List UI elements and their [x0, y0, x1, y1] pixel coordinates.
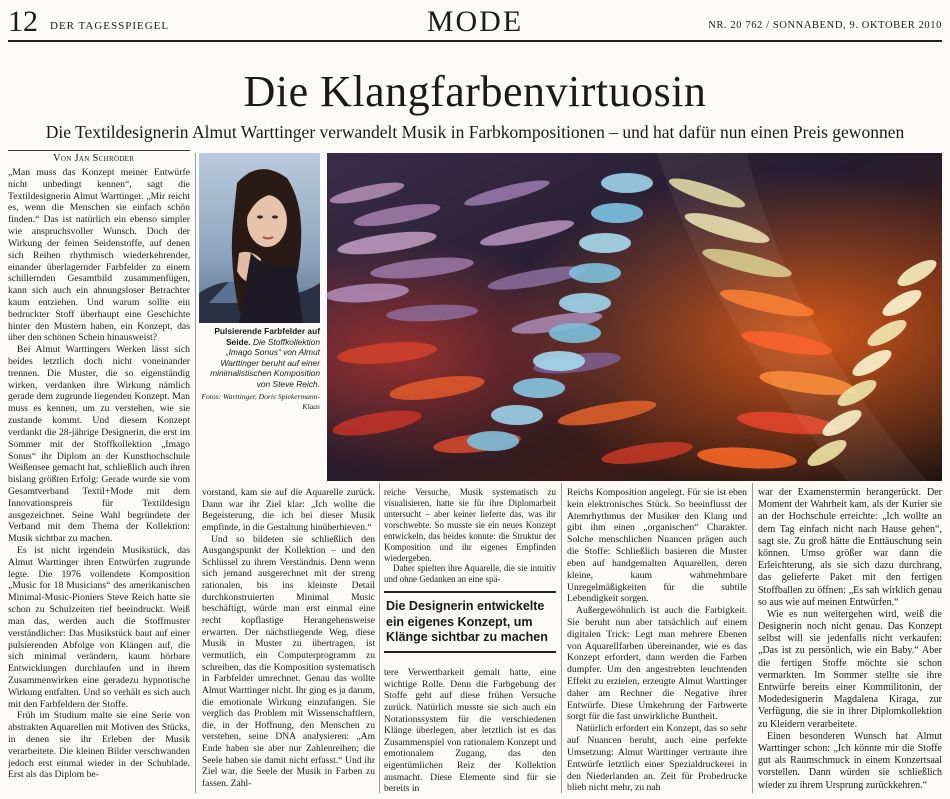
paragraph: Außergewöhnlich ist auch die Farbigkeit. Sie beruht nun aber tatsächlich auf einem digitalen Trick: Legt man mehrere Ebenen von Aquarellfarben übereinander, wie es das Konzept erfordert, dann werden die Farben dumpfer. Um den angestrebten leuchtenden Effekt zu erzielen, erzeugte Almut Warttinger daher am Rechner die Negative ihrer Entwürfe. Diese Umkehrung der Farbwerte sorgt für die fast unwirkliche Buntheit. [567, 605, 747, 723]
section-title: MODE [426, 5, 524, 38]
photo-credit: Fotos: Warttinger, Doris Spiekermann-Klaas [201, 391, 320, 412]
column-rule [752, 483, 753, 793]
column-4 [567, 487, 747, 794]
byline: Von Jan Schröder [8, 150, 190, 164]
paragraph: war der Examenstermin herangerückt. Der Moment der Wahrheit kam, als der Kurier sie an der Hochschule erreichte: „Ich wollte an dem Tag einfach nicht nach Hause gehen“, sagt sie. Zu groß hätte die Enttäuschung sein können. Umso größer war dann die Erleichterung, als sie sich dazu durchrang, das gelieferte Paket mit den fertigen Stoffballen zu öffnen: „Es sah wirklich genau so aus wie auf meinen Entwürfen.“ [758, 487, 942, 608]
column-rule [195, 153, 196, 793]
paragraph: Wie es nun weitergehen wird, weiß die Designerin noch nicht genau. Das Konzept selbst will sie jedenfalls nicht verkaufen: „Das ist zu persönlich, wie ein Baby.“ Aber die fertigen Stoffe möchte sie schon vermarkten. Im Sommer stellte sie ihre Entwürfe bereits einer Kommilitonin, der Modedesignerin Magdalena Kiraga, zur Verfügung, die sie in ihrer Diplomkollektion zu Kleidern verarbeitete. [758, 608, 942, 730]
column-5 [758, 487, 942, 794]
column-rule [561, 483, 562, 793]
issue-line: NR. 20 762 / SONNABEND, 9. OKTOBER 2010 [708, 20, 942, 31]
paragraph: Natürlich erfordert ein Konzept, das so sehr auf Nuancen beruht, auch eine perfekte Umsetzung: Almut Warttinger vertraute ihre Entwürfe letztlich einer Spezialdruckerei in den Niederlanden an. Zeit für Probedrucke blieb nicht mehr, zu nah [567, 723, 747, 794]
paragraph: Und so bildeten sie schließlich den Ausgangspunkt der Kollektion – und den Schlüssel zu ihrem Verständnis. Denn wenn sich jemand ausgerechnet mit der streng rationalen, bis ins kleinste Detail durchkonstruierten Minimal Music beschäftigt, würde man erst einmal eine recht kopflastige Herangehensweise erwarten. Der nächstliegende Weg, diese Musik in Muster zu übertragen, ist vermutlich, ein Computerprogramm zu schreiben, das die Komposition systematisch in Farbfelder umrechnet. Genau das wollte Almut Warttinger nicht. Ihr ging es ja darum, die emotionale Wirkung einzufangen. Sie verglich das Problem mit Wissenschaftlern, die, in der Hoffnung, den Menschen zu verstehen, seine DNA analysieren: „Am Ende haben sie aber nur Zahlenreihen; die Seele haben sie damit nicht erfasst.“ Und ihr Ziel war, die Seele der Musik in Farben zu fassen. Zahl- [202, 533, 375, 790]
column-1 [8, 167, 190, 794]
caption-text: Die Stoffkollektion „Imago Sonus“ von Almut Warttinger beruht auf einer minimalistischen Komposition von Steve Reich. [210, 336, 320, 389]
pull-quote: Die Designerin entwickelte ein eigenes Konzept, um Klänge sichtbar zu machen [384, 591, 556, 653]
paragraph: vorstand, kam sie auf die Aquarelle zurück. Dann war ihr Ziel klar: „Ich wollte die Begeisterung, die ich bei dieser Musik empfinde, in die Gestaltung hinüberhieven.“ [202, 487, 375, 533]
paragraph: Bei Almut Warttingers Werken lässt sich beides letztlich doch nicht voneinander trennen. Die Muster, die so eigenständig wirken, verdanken ihre Wirkung nämlich gerade dem zugrunde liegenden Konzept. Man muss es kennen, um zu verstehen, wie sie zustande kommt. Und diesem Konzept verdankt die 28-jährige Designerin, die erst im Sommer mit der Stoffkollektion „Imago Sonus“ ihr Diplom an der Kunsthochschule Weißensee gemacht hat, schließlich auch ihren bislang größten Erfolg: Gerade wurde sie vom Gesamtverband Textil+Mode mit dem Innovationspreis für Textildesign ausgezeichnet. Seine Wahl begründete der Verband mit dem Thema der Kollektion: Musik sichtbar zu machen. [8, 344, 190, 545]
subhead: Die Textildesignerin Almut Warttinger verwandelt Musik in Farbkompositionen – und hat dafür nun einen Preis gewonnen [45, 122, 905, 142]
column-rule [379, 483, 380, 793]
paragraph: Es ist nicht irgendein Musikstück, das Almut Warttinger ihren Entwürfen zugrunde legte. Die 1976 vollendete Komposition „Music for 18 Musicians“ des amerikanischen Minimal-Music-Pioniers Steve Reich hatte sie schon zu Schulzeiten tief beeindruckt. Weiß man das, werden auch die Stoffmuster verständlicher: Das Musikstück baut auf einer pulsierenden Abfolge von Klängen auf, die sich minimal verändern, kaum hörbare Entwicklungen durchlaufen und in ihrem Zusammenwirken eine geradezu hypnotische Wirkung entfalten. Und so verhält es sich auch mit den Farbfeldern der Stoffe. [8, 545, 190, 710]
portrait-illustration [199, 153, 320, 323]
column-3-top [384, 487, 556, 585]
page-number: 12 [8, 5, 38, 38]
fabric-pattern-photo [327, 153, 942, 481]
portrait-photo [199, 153, 320, 323]
column-2 [202, 487, 375, 794]
column-3-bottom [384, 667, 556, 794]
photo-caption [199, 326, 320, 413]
paragraph: reiche Versuche, Musik systematisch zu visualisieren, hatte sie für ihre Diplomarbeit untersucht – aber keiner lieferte das, was ihr vorschwebte. So musste sie ein neues Konzept entwickeln, das beides konnte: die Struktur der Komposition und ihr eigenes Empfinden wiedergeben. [384, 487, 556, 563]
masthead [8, 6, 942, 40]
caption-title: Pulsierende Farbfelder auf Seide. [214, 326, 320, 347]
paragraph: Früh im Studium malte sie eine Serie von abstrakten Aquarellen mit Motiven des Stücks, in denen sie ihr Erleben der Musik verarbeitete. Die kleinen Bilder verschwanden jedoch erst einmal wieder in der Schublade. Erst als das Diplom be- [8, 710, 190, 781]
headline: Die Klangfarbenvirtuosin [243, 67, 707, 116]
paragraph: Einen besonderen Wunsch hat Almut Warttinger schon: „Ich könnte mir die Stoffe gut als Raumschmuck in einem Konzertsaal vorstellen. Dann würden sie schließlich wieder zu ihrem Ursprung zurückkehren.“ [758, 730, 942, 791]
top-rule [8, 40, 942, 42]
paragraph: „Man muss das Konzept meiner Entwürfe nicht unbedingt kennen“, sagt die Textildesignerin Almut Warttinger. „Mir reicht es, wenn die Menschen sie einfach schön finden.“ Das ist natürlich ein ebenso simpler wie anspruchsvoller Wunsch. Doch der Wirkung der feinen Seidenstoffe, auf denen sich Reihen rhythmisch wiederkehrender, einander überlagernder Farbfelder zu einem schillernden Gesamtbild zusammenfügen, kann sich auch ein ahnungsloser Betrachter kaum entziehen. Und warum sollte ein bedruckter Stoff überhaupt eine Geschichte hinter den Mustern haben, ein Konzept, das über den schönen Schein hinausweist? [8, 167, 190, 344]
fabric-illustration [327, 153, 942, 481]
paragraph: Reichs Komposition angelegt. Für sie ist eben kein elektronisches Stück. So beeinflusst der Atemrhythmus der Musiker den Klang und gibt ihm einen „organischen“ Charakter. Solche menschlichen Nuancen prägen auch die Stoffe: Schließlich basieren die Muster eben auf handgemalten Aquarellen, deren kleine, kaum wahrnehmbare Unregelmäßigkeiten für die subtile Lebendigkeit sorgen. [567, 487, 747, 605]
paragraph: tere Verwertbarkeit gemalt hatte, eine wichtige Rolle. Denn die Farbgebung der Stoffe geht auf diese frühen Versuche zurück. Natürlich musste sie sich auch ein Notationssystem für die verschiedenen Klänge überlegen, aber letztlich ist es das Zusammenspiel von rationalem Konzept und emotionalem Zugang, das den eigentümlichen Reiz der Kollektion ausmacht. Diese Elemente sind für sie bereits in [384, 667, 556, 794]
paper-name: DER TAGESSPIEGEL [50, 20, 170, 32]
paragraph: Daher spielten ihre Aquarelle, die sie intuitiv und ohne Gedanken an eine spä- [384, 563, 556, 585]
